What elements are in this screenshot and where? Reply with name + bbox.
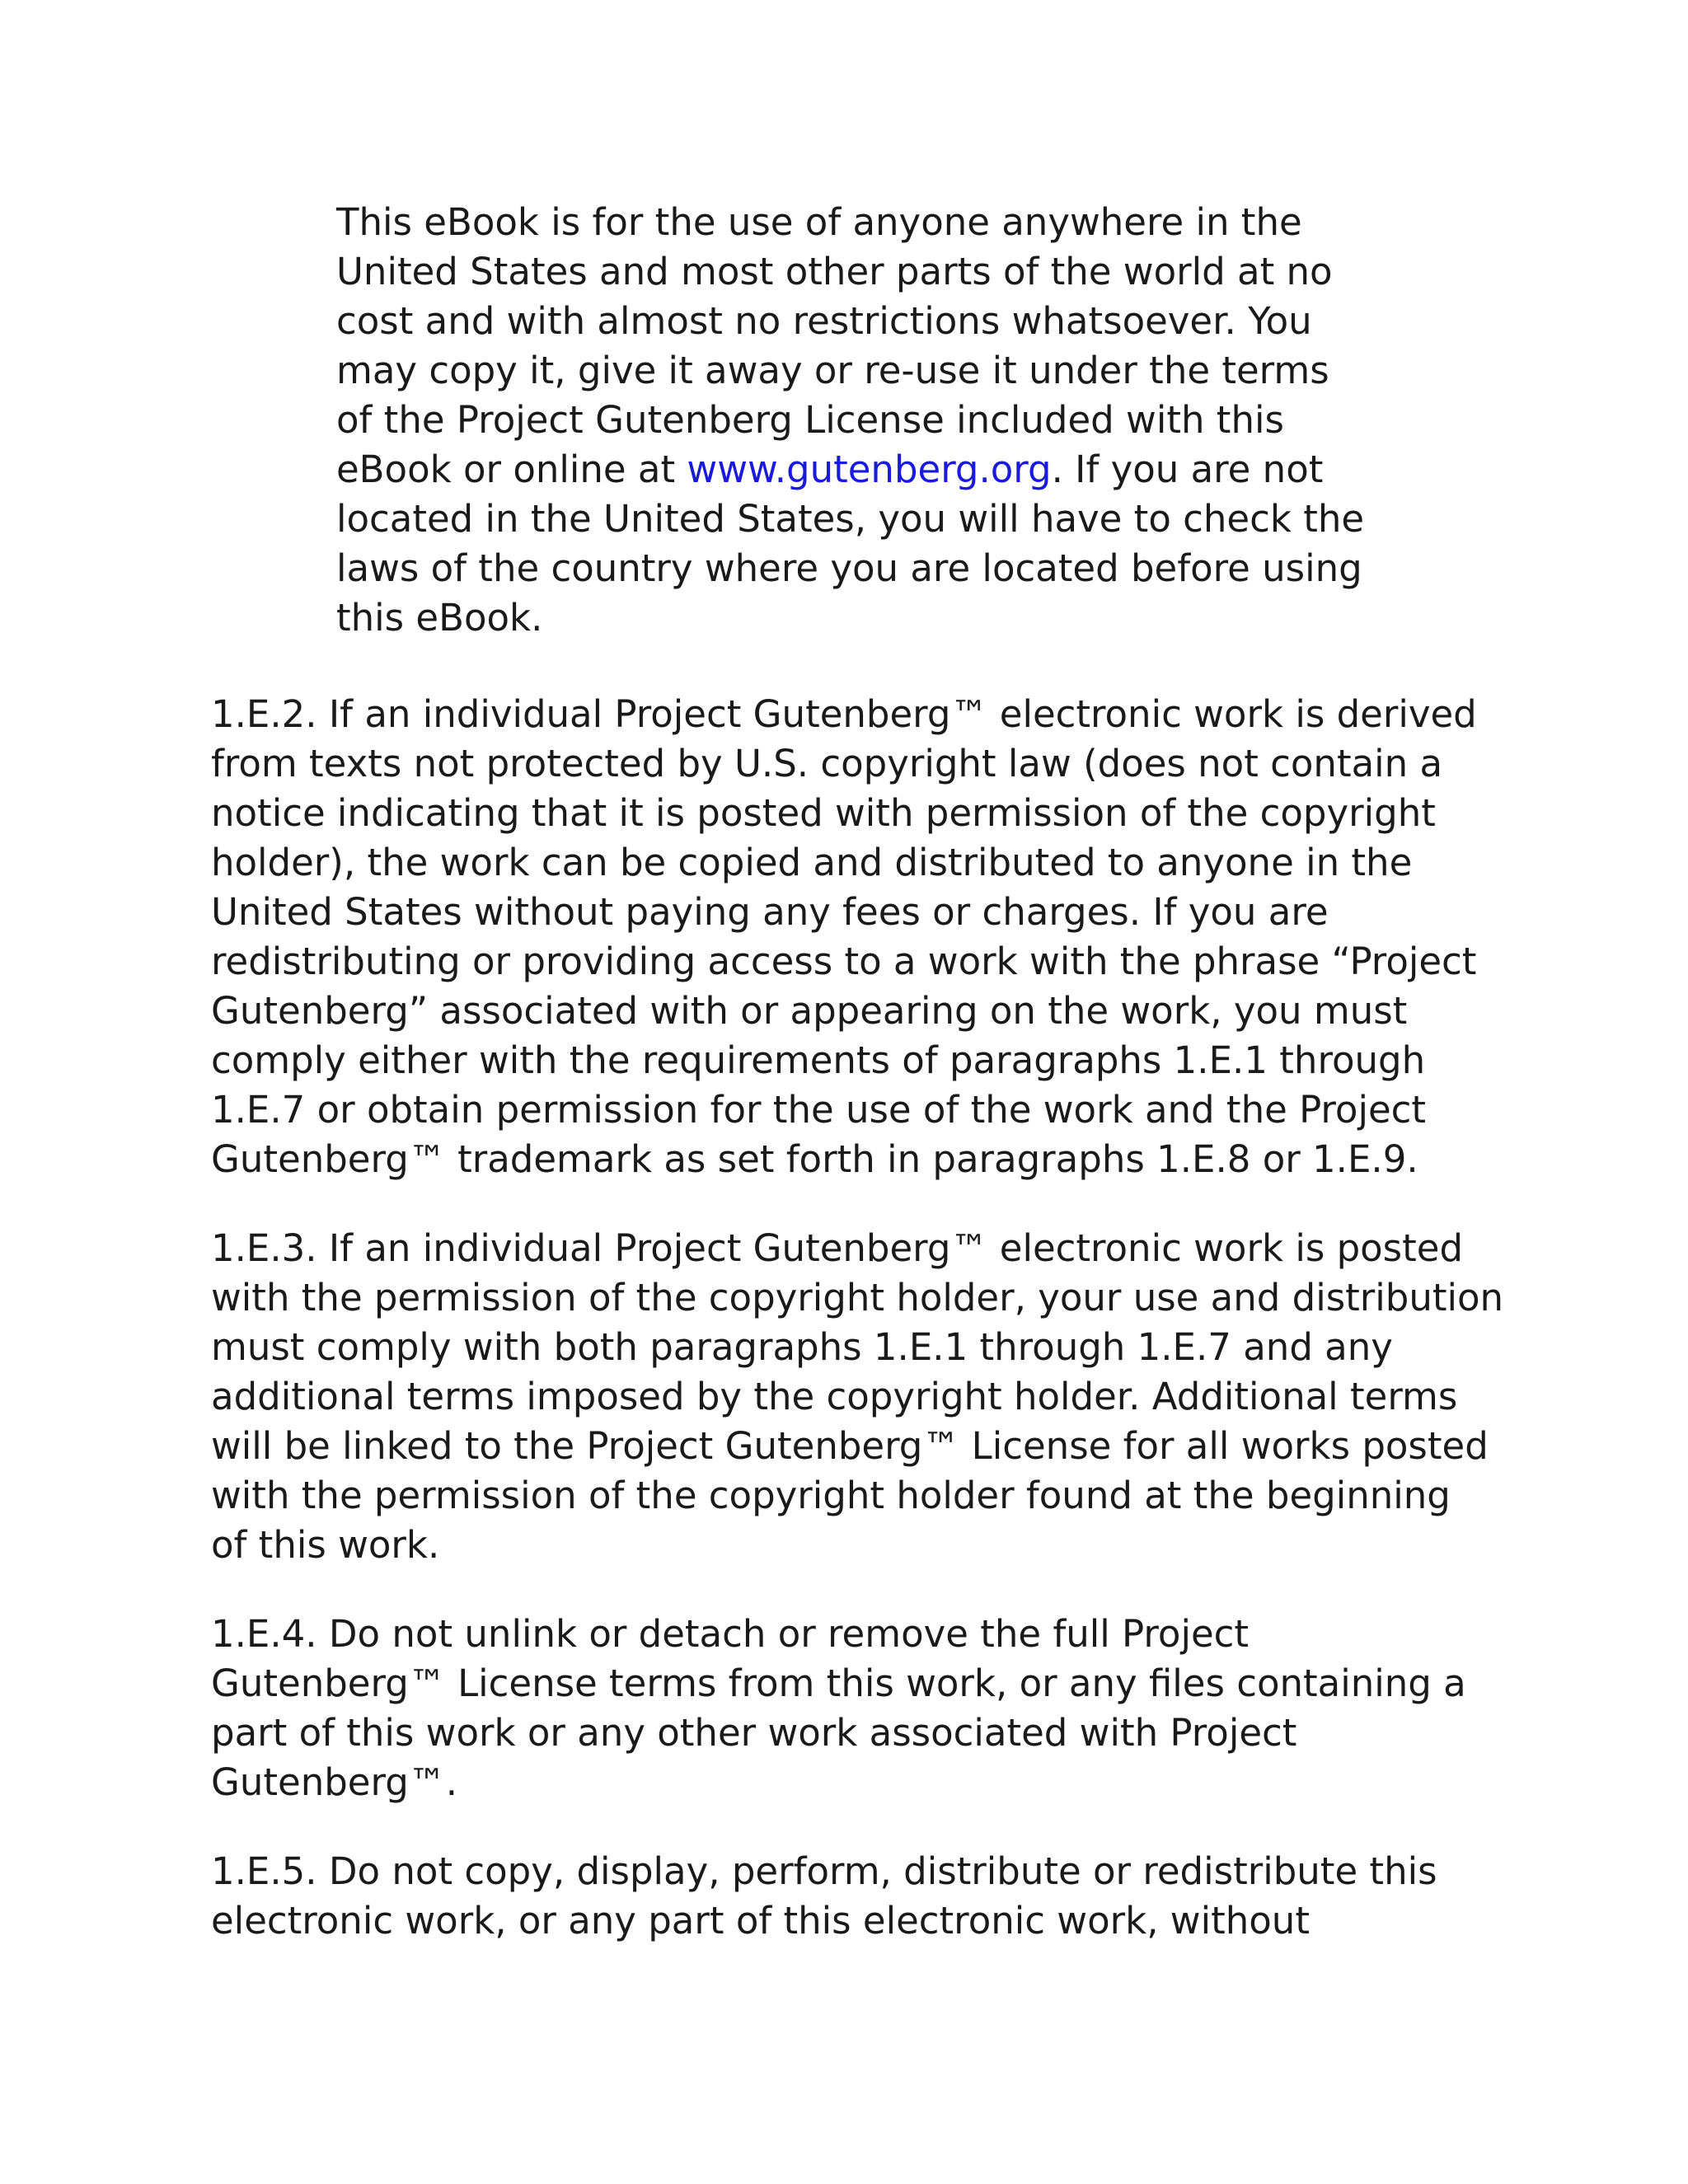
paragraph-line: 1.E.3. If an individual Project Gutenberg™ electronic work is posted — [211, 1226, 1464, 1270]
paragraph-line: Gutenberg™ trademark as set forth in paragraphs 1.E.8 or 1.E.9. — [211, 1137, 1418, 1181]
paragraph-line: with the permission of the copyright holder found at the beginning — [211, 1474, 1451, 1517]
notice-link-prefix: eBook or online at — [336, 448, 687, 491]
license-notice-block — [336, 198, 1367, 643]
notice-line: located in the United States, you will have to check the — [336, 497, 1365, 541]
paragraph-line: additional terms imposed by the copyright holder. Additional terms — [211, 1375, 1458, 1418]
paragraph-1e4 — [211, 1610, 1497, 1807]
notice-line: laws of the country where you are located before using — [336, 546, 1362, 590]
notice-line: United States and most other parts of the world at no — [336, 250, 1333, 293]
paragraph-line: notice indicating that it is posted with permission of the copyright — [211, 791, 1436, 835]
paragraph-line: 1.E.5. Do not copy, display, perform, distribute or redistribute this — [211, 1849, 1437, 1893]
paragraph-line: 1.E.7 or obtain permission for the use of the work and the Project — [211, 1088, 1427, 1132]
paragraph-1e3 — [211, 1224, 1504, 1570]
paragraph-line: redistributing or providing access to a work with the phrase “Project — [211, 940, 1477, 983]
paragraph-line: electronic work, or any part of this electronic work, without — [211, 1899, 1310, 1943]
notice-line: cost and with almost no restrictions whatsoever. You — [336, 299, 1312, 343]
notice-line: may copy it, give it away or re-use it under the terms — [336, 349, 1329, 392]
paragraph-line: 1.E.2. If an individual Project Gutenberg™ electronic work is derived — [211, 692, 1477, 736]
paragraph-1e5 — [211, 1847, 1497, 1946]
paragraph-1e2 — [211, 690, 1497, 1184]
paragraph-line: part of this work or any other work associated with Project — [211, 1711, 1297, 1755]
paragraph-line: Gutenberg™. — [211, 1760, 458, 1804]
document-body — [211, 198, 1504, 1985]
paragraph-line: Gutenberg” associated with or appearing on the work, you must — [211, 989, 1408, 1033]
notice-line: of the Project Gutenberg License included with this — [336, 398, 1284, 442]
paragraph-line: must comply with both paragraphs 1.E.1 through 1.E.7 and any — [211, 1325, 1393, 1369]
paragraph-line: comply either with the requirements of paragraphs 1.E.1 through — [211, 1038, 1426, 1082]
gutenberg-website-link[interactable]: www.gutenberg.org — [687, 448, 1052, 491]
notice-link-suffix: . If you are not — [1051, 448, 1324, 491]
paragraph-line: with the permission of the copyright holder, your use and distribution — [211, 1276, 1504, 1319]
notice-link-line — [336, 445, 1367, 494]
notice-line: this eBook. — [336, 596, 543, 640]
paragraph-line: United States without paying any fees or charges. If you are — [211, 890, 1329, 934]
paragraph-line: 1.E.4. Do not unlink or detach or remove the full Project — [211, 1612, 1250, 1656]
paragraph-line: of this work. — [211, 1523, 440, 1567]
paragraph-line: Gutenberg™ License terms from this work, or any files containing a — [211, 1661, 1466, 1705]
paragraph-line: from texts not protected by U.S. copyright law (does not contain a — [211, 742, 1443, 785]
paragraph-line: will be linked to the Project Gutenberg™ License for all works posted — [211, 1424, 1489, 1468]
notice-line: This eBook is for the use of anyone anywhere in the — [336, 200, 1302, 244]
paragraph-line: holder), the work can be copied and distributed to anyone in the — [211, 841, 1413, 884]
